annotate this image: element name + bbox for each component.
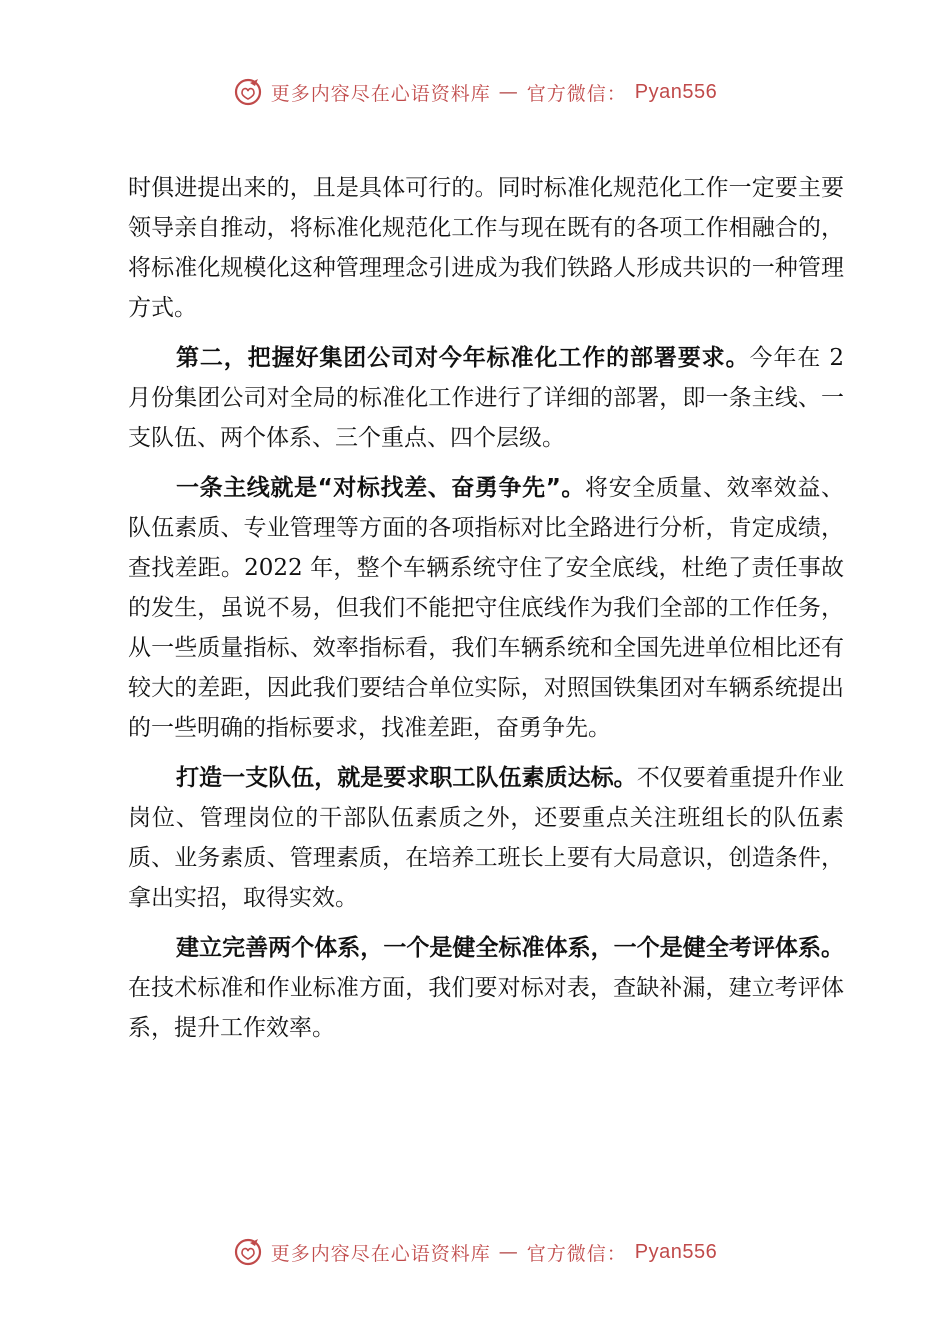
paragraph-5: [128, 928, 844, 1048]
pen-heart-logo-icon: [233, 77, 263, 107]
document-body: [128, 168, 844, 1058]
paragraph-1-text: 时俱进提出来的，且是具体可行的。同时标准化规范化工作一定要主要领导亲自推动，将标准化规范化工作与现在既有的各项工作相融合的，将标准化规模化这种管理理念引进成为我们铁路人形成共识的一种管理方式。: [128, 175, 844, 321]
footer-banner: [0, 1232, 950, 1272]
header-label: 官方微信：: [526, 82, 627, 105]
paragraph-3-heading: 一条主线就是“对标找差、奋勇争先”。: [176, 475, 586, 501]
paragraph-4-heading: 打造一支队伍，就是要求职工队伍素质达标。: [176, 765, 637, 791]
paragraph-1: [128, 168, 844, 328]
paragraph-4: [128, 758, 844, 918]
paragraph-2-text: 今年在 2 月份集团公司对全局的标准化工作进行了详细的部署，即一条主线、一支队伍、两个体系、三个重点、四个层级。: [128, 345, 844, 451]
paragraph-2-heading: 第二，把握好集团公司对今年标准化工作的部署要求。: [176, 345, 750, 371]
paragraph-3: [128, 468, 844, 748]
paragraph-3-text: 将安全质量、效率效益、队伍素质、专业管理等方面的各项指标对比全路进行分析，肯定成绩，查找差距。2022 年，整个车辆系统守住了安全底线，杜绝了责任事故的发生，虽说不易，但我们不能把守住底线作为我们全部的工作任务，从一些质量指标、效率指标看，我们车辆系统和全国先进单位相比还有较大的差距，因此我们要结合单位实际，对照国铁集团对车辆系统提出的一些明确的指标要求，找准差距，奋勇争先。: [128, 475, 845, 741]
header-handle: Pyan556: [634, 80, 718, 103]
header-banner: [0, 72, 950, 112]
footer-separator: —: [498, 1241, 519, 1263]
header-separator: —: [498, 81, 519, 103]
paragraph-5-heading: 建立完善两个体系，一个是健全标准体系，一个是健全考评体系。: [176, 935, 844, 961]
pen-heart-logo-icon: [233, 1237, 263, 1267]
footer-handle: Pyan556: [634, 1240, 718, 1263]
footer-label: 官方微信：: [526, 1242, 627, 1265]
header-brand: 更多内容尽在心语资料库: [270, 82, 491, 105]
footer-brand: 更多内容尽在心语资料库: [270, 1242, 491, 1265]
paragraph-4-text: 不仅要着重提升作业岗位、管理岗位的干部队伍素质之外，还要重点关注班组长的队伍素质、业务素质、管理素质，在培养工班长上要有大局意识，创造条件，拿出实招，取得实效。: [128, 765, 845, 911]
paragraph-5-text: 在技术标准和作业标准方面，我们要对标对表，查缺补漏，建立考评体系，提升工作效率。: [128, 975, 844, 1041]
paragraph-2: [128, 338, 844, 458]
